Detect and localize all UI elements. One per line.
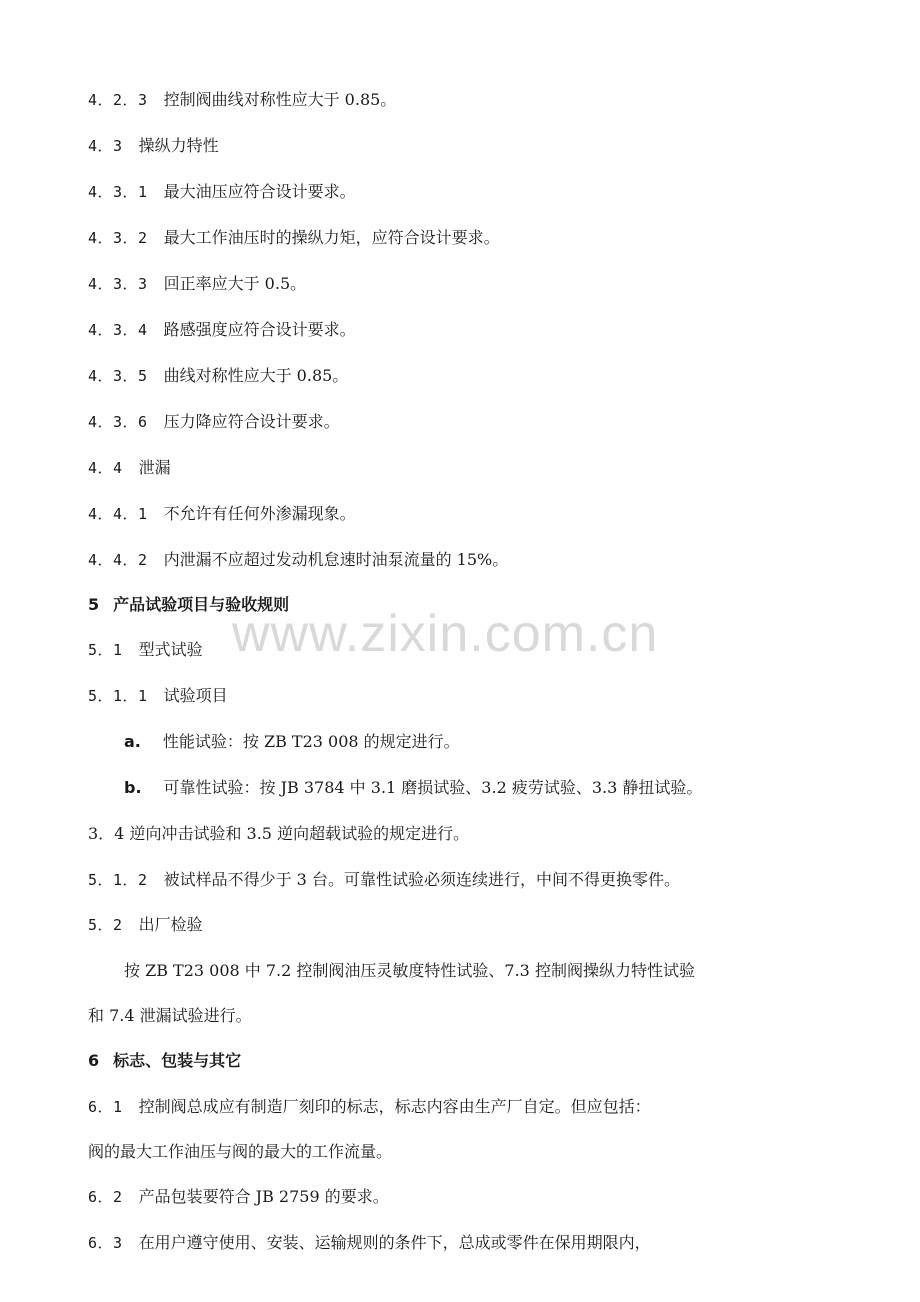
clause-number: 5．1．1 [88, 687, 148, 705]
clause-number: 4．3 [88, 137, 123, 155]
clause-5-1 [88, 639, 203, 661]
section-number: 6 [88, 1051, 100, 1070]
clause-text: 最大油压应符合设计要求。 [163, 182, 356, 201]
clause-number: 6．2 [88, 1188, 123, 1206]
clause-4-3-6 [88, 411, 340, 433]
paragraph-text: 3．4 逆向冲击试验和 3.5 逆向超载试验的规定进行。 [88, 824, 470, 843]
clause-5-1-2 [88, 869, 680, 891]
list-text: 性能试验：按 ZB T23 008 的规定进行。 [162, 732, 460, 751]
clause-4-3-2 [88, 227, 500, 249]
paragraph-text: 和 7.4 泄漏试验进行。 [88, 1006, 252, 1025]
clause-text: 回正率应大于 0.5。 [163, 274, 307, 293]
clause-4-3-3 [88, 273, 306, 295]
clause-number: 4．3．6 [88, 413, 148, 431]
clause-number: 4．3．4 [88, 321, 148, 339]
clause-4-4-1 [88, 503, 356, 525]
clause-4-4 [88, 457, 171, 479]
clause-number: 5．2 [88, 916, 123, 934]
clause-number: 4．3．5 [88, 367, 148, 385]
list-marker: a. [124, 732, 141, 751]
clause-text: 被试样品不得少于 3 台。可靠性试验必须连续进行，中间不得更换零件。 [163, 870, 680, 889]
clause-number: 6．1 [88, 1098, 123, 1116]
clause-text: 泄漏 [138, 458, 171, 477]
paragraph-5-2-line-2 [88, 1005, 252, 1027]
clause-number: 4．4．2 [88, 551, 148, 569]
clause-6-3 [88, 1232, 651, 1254]
clause-6-2 [88, 1186, 389, 1208]
clause-number: 5．1．2 [88, 871, 148, 889]
list-text: 可靠性试验：按 JB 3784 中 3.1 磨损试验、3.2 疲劳试验、3.3 静扭试验。 [163, 778, 703, 797]
clause-number: 4．3．1 [88, 183, 148, 201]
clause-number: 4．3．2 [88, 229, 148, 247]
section-6-heading [88, 1050, 241, 1072]
paragraph-5-2-line-1 [124, 960, 695, 982]
clause-text: 压力降应符合设计要求。 [163, 412, 340, 431]
clause-5-2 [88, 914, 203, 936]
list-item-b-continued [88, 823, 469, 845]
clause-text: 内泄漏不应超过发动机怠速时油泵流量的 15%。 [163, 550, 509, 569]
clause-number: 4．3．3 [88, 275, 148, 293]
clause-text: 产品包装要符合 JB 2759 的要求。 [138, 1187, 389, 1206]
clause-4-3 [88, 135, 219, 157]
clause-text: 不允许有任何外渗漏现象。 [163, 504, 356, 523]
section-number: 5 [88, 595, 100, 614]
clause-number: 4．2．3 [88, 91, 148, 109]
section-title: 产品试验项目与验收规则 [113, 595, 290, 614]
clause-4-3-5 [88, 365, 348, 387]
clause-text: 控制阀总成应有制造厂刻印的标志，标志内容由生产厂自定。但应包括： [138, 1097, 651, 1116]
clause-text: 控制阀曲线对称性应大于 0.85。 [163, 90, 397, 109]
clause-text: 最大工作油压时的操纵力矩，应符合设计要求。 [163, 228, 500, 247]
clause-6-1-continued [88, 1141, 392, 1163]
watermark: www.zixin.com.cn [232, 605, 659, 663]
clause-text: 曲线对称性应大于 0.85。 [163, 366, 349, 385]
clause-4-3-1 [88, 181, 356, 203]
clause-text: 型式试验 [138, 640, 203, 659]
clause-4-2-3 [88, 89, 396, 111]
clause-number: 6．3 [88, 1234, 123, 1252]
section-title: 标志、包装与其它 [113, 1051, 242, 1070]
list-marker: b. [124, 778, 142, 797]
paragraph-text: 按 ZB T23 008 中 7.2 控制阀油压灵敏度特性试验、7.3 控制阀操纵力特性试验 [124, 961, 695, 980]
clause-number: 5．1 [88, 641, 123, 659]
clause-text: 出厂检验 [138, 915, 203, 934]
clause-5-1-1 [88, 685, 228, 707]
clause-text: 路感强度应符合设计要求。 [163, 320, 356, 339]
list-item-a [124, 731, 460, 753]
paragraph-text: 阀的最大工作油压与阀的最大的工作流量。 [88, 1142, 393, 1161]
clause-4-4-2 [88, 549, 508, 571]
clause-number: 4．4 [88, 459, 123, 477]
clause-number: 4．4．1 [88, 505, 148, 523]
clause-4-3-4 [88, 319, 356, 341]
list-item-b [124, 777, 702, 799]
section-5-heading [88, 594, 289, 616]
clause-text: 在用户遵守使用、安装、运输规则的条件下，总成或零件在保用期限内， [138, 1233, 651, 1252]
clause-text: 操纵力特性 [138, 136, 219, 155]
clause-6-1 [88, 1096, 651, 1118]
clause-text: 试验项目 [163, 686, 228, 705]
